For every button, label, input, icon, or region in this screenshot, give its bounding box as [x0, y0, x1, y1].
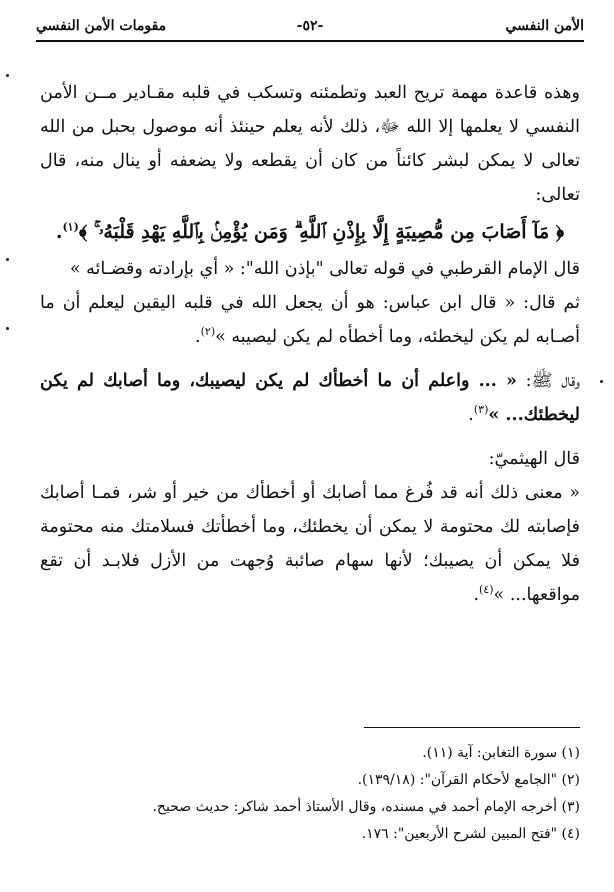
paragraph-ibn-abbas: ثم قال: « قال ابن عباس: هو أن يجعل الله في قلبه اليقين ليعلم أن ما أصـابه لم يكن ليخطئه، وما أخطأه لم يكن ليصيبه »$^{(٢)}$.: [40, 293, 580, 347]
book-title: الأمن النفسي: [505, 18, 584, 34]
scan-speck: [6, 74, 9, 77]
footnote-3: (٣) أخرجه الإمام أحمد في مسنده، وقال الأستاذ أحمد شاكر: حديث صحيح.: [152, 799, 580, 815]
paragraph-intro: وهذه قاعدة مهمة تريح العبد وتطمئنه وتسكب في قلبه مقـادير مــن الأمن النفسي لا يعلمها إلا الله ﷻ، ذلك لأنه يعلم حينئذ أنه موصول بحبل من الله تعالى لا يمكن لبشر كائناً من كان أن يقطعه ولا يضعفه أو ينال منه، قال تعالى:: [40, 83, 580, 205]
haythami-quote: « معنى ذلك أنه قد فُرغ مما أصابك أو أخطأك من خير أو شر، فمـا أصابك فإصابته لك محتومة لا يمكن أن يخطئك، وما أخطأتك فسلامتك منه محتومة فلا يمكن أن يصيبك؛ لأنها سهام صائبة وُجهت من الأزل فلابـد أن تقع مواقعها... »: [40, 483, 580, 605]
paragraph-hadith: وقال ﷺ: « ... واعلم أن ما أخطأك لم يكن ليصيبك، وما أصابك لم يكن ليخطئك... »$^{(٣)}$.: [40, 371, 580, 425]
scan-speck: [6, 258, 9, 261]
footnote-ref-2: (٢): [200, 325, 216, 339]
footnote-4: (٤) "فتح المبين لشرح الأربعين": ١٧٦.: [361, 826, 580, 842]
hadith-text: « ... واعلم أن ما أخطأك لم يكن ليصيبك، وما أصابك لم يكن ليخطئك... »: [40, 371, 580, 425]
footnote-1: (١) سورة التغابن: آية (١١).: [422, 745, 580, 761]
footnote-2: (٢) "الجامع لأحكام القرآن": (١٣٩/١٨).: [357, 772, 580, 788]
page-header: [36, 14, 584, 42]
paragraph-qurtubi: قال الإمام القرطبي في قوله تعالى "بإذن الله": « أي بإرادته وقضـائه »: [69, 259, 580, 279]
paragraph-haythami-quote: « معنى ذلك أنه قد فُرغ مما أصابك أو أخطأك من خير أو شر، فمـا أصابك فإصابته لك محتومة لا يمكن أن يخطئك، وما أخطأتك فسلامتك منه محتومة فلا يمكن أن يصيبك؛ لأنها سهام صائبة وُجهت من الأزل فلابـد أن تقع مواقعها... »$^{(٤)}$.: [40, 483, 580, 605]
scan-speck: [6, 327, 9, 330]
footnote-ref-1: (١): [62, 220, 79, 234]
chapter-title: مقومات الأمن النفسي: [36, 18, 167, 34]
hadith-lead: وقال ﷺ:: [516, 371, 580, 391]
footnote-ref-4: (٤): [479, 583, 494, 597]
page-body: [40, 76, 580, 612]
page-number: -٥٢-: [296, 18, 324, 34]
footnotes: [40, 740, 580, 848]
paragraph-haythami-heading: قال الهيثميّ:: [488, 449, 580, 469]
verse-text: ﴿ مَآ أَصَابَ مِن مُّصِيبَةٍ إِلَّا بِإِذْنِ ٱللَّهِ ۗ وَمَن يُؤْمِنۢ بِٱللَّهِ يَهْدِ قَلْبَهُۥ ۚ ﴾: [78, 221, 565, 243]
scan-speck: [600, 380, 603, 383]
footnote-separator: [364, 727, 580, 728]
ibn-abbas-quote: ثم قال: « قال ابن عباس: هو أن يجعل الله في قلبه اليقين ليعلم أن ما أصـابه لم يكن ليخطئه، وما أخطأه لم يكن ليصيبه »: [40, 293, 580, 347]
footnote-ref-3: (٣): [473, 403, 489, 417]
quran-verse: ﴿ مَآ أَصَابَ مِن مُّصِيبَةٍ إِلَّا بِإِذْنِ ٱللَّهِ ۗ وَمَن يُؤْمِنۢ بِٱللَّهِ يَهْدِ قَلْبَهُۥ ۚ ﴾$^{(١)}$.: [55, 220, 565, 243]
